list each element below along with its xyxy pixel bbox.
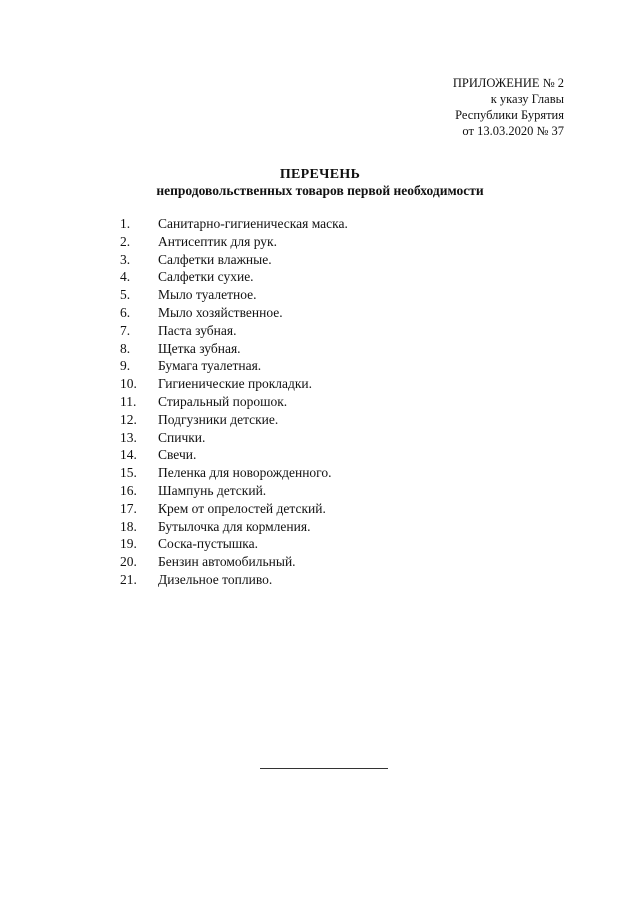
goods-list xyxy=(120,215,348,589)
list-item-number: 8. xyxy=(120,340,131,356)
list-item xyxy=(120,286,348,304)
list-item-number: 1. xyxy=(120,216,131,231)
list-item-number: 10. xyxy=(120,376,137,392)
list-item-number: 11. xyxy=(120,393,137,409)
list-item-text: Мыло хозяйственное. xyxy=(158,304,283,320)
list-item xyxy=(120,446,348,464)
list-item xyxy=(120,429,348,447)
list-item xyxy=(120,340,348,358)
list-item-text: Антисептик для рук. xyxy=(158,233,277,249)
list-item-number: 21. xyxy=(120,571,137,587)
list-item xyxy=(120,571,348,589)
list-item xyxy=(120,393,348,411)
list-item-text: Бумага туалетная. xyxy=(158,358,262,374)
list-item-text: Гигиенические прокладки. xyxy=(158,376,313,392)
list-item xyxy=(120,464,348,482)
list-item xyxy=(120,322,348,340)
list-item xyxy=(120,233,348,251)
list-item xyxy=(120,553,348,571)
list-item xyxy=(120,518,348,536)
list-item-text: Салфетки сухие. xyxy=(158,269,254,285)
list-item-text: Дизельное топливо. xyxy=(158,571,273,587)
document-title: ПЕРЕЧЕНЬ xyxy=(279,167,361,182)
appendix-label: ПРИЛОЖЕНИЕ № 2 xyxy=(452,76,564,90)
appendix-republic: Республики Бурятия xyxy=(455,108,564,122)
appendix-decree-ref: к указу Главы xyxy=(490,92,564,106)
list-item-number: 4. xyxy=(120,269,131,285)
list-item-number: 14. xyxy=(120,447,137,463)
closing-rule-line xyxy=(260,768,388,769)
list-item-text: Бензин автомобильный. xyxy=(158,554,296,570)
list-item-number: 20. xyxy=(120,554,137,570)
list-item xyxy=(120,535,348,553)
document-subtitle: непродовольственных товаров первой необходимости xyxy=(156,183,484,198)
list-item-number: 17. xyxy=(120,500,137,516)
list-item xyxy=(120,411,348,429)
list-item xyxy=(120,357,348,375)
appendix-block xyxy=(453,75,564,139)
list-item-number: 13. xyxy=(120,429,137,445)
list-item-text: Стиральный порошок. xyxy=(158,393,288,409)
list-item-number: 3. xyxy=(120,251,131,267)
list-item-text: Шампунь детский. xyxy=(158,482,267,498)
list-item-text: Свечи. xyxy=(158,447,197,463)
list-item-text: Спички. xyxy=(158,429,206,445)
list-item-text: Салфетки влажные. xyxy=(158,251,272,267)
list-item-text: Крем от опрелостей детский. xyxy=(158,500,326,516)
list-item xyxy=(120,215,348,233)
list-item-text: Щетка зубная. xyxy=(158,340,241,356)
appendix-date-number: от 13.03.2020 № 37 xyxy=(462,124,564,138)
list-item xyxy=(120,251,348,269)
list-item-text: Подгузники детские. xyxy=(158,411,279,427)
list-item xyxy=(120,375,348,393)
list-item-text: Соска-пустышка. xyxy=(158,536,258,552)
list-item-number: 2. xyxy=(120,233,131,249)
list-item-number: 19. xyxy=(120,536,137,552)
list-item-number: 9. xyxy=(120,358,131,374)
list-item-number: 18. xyxy=(120,518,137,534)
list-item-number: 5. xyxy=(120,287,131,303)
list-item-number: 7. xyxy=(120,322,131,338)
list-item-number: 6. xyxy=(120,304,131,320)
list-item-text: Санитарно-гигиеническая маска. xyxy=(158,216,348,231)
list-item xyxy=(120,304,348,322)
list-item-number: 16. xyxy=(120,482,137,498)
list-item-text: Мыло туалетное. xyxy=(158,287,257,303)
list-item xyxy=(120,482,348,500)
list-item-text: Паста зубная. xyxy=(158,322,237,338)
list-item-text: Бутылочка для кормления. xyxy=(158,518,311,534)
list-item xyxy=(120,268,348,286)
list-item-number: 15. xyxy=(120,465,137,481)
list-item-text: Пеленка для новорожденного. xyxy=(158,465,332,481)
list-item xyxy=(120,500,348,518)
list-item-number: 12. xyxy=(120,411,137,427)
